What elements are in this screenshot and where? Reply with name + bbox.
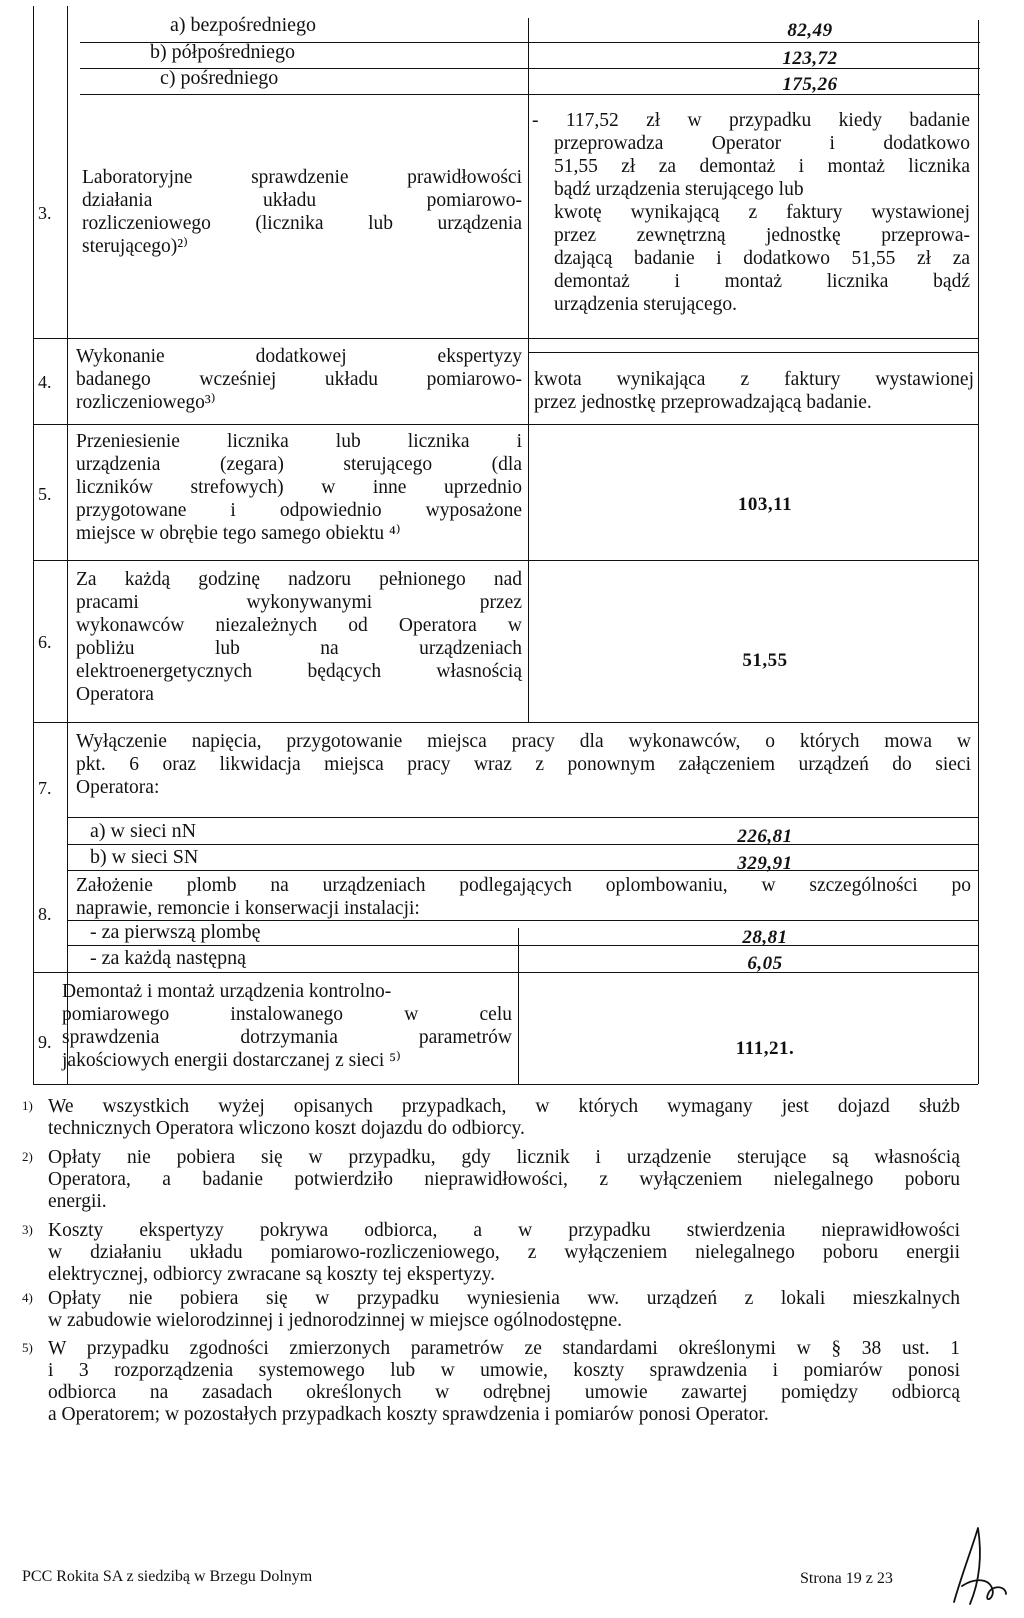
footer-company: PCC Rokita SA z siedzibą w Brzegu Dolnym [22,1568,313,1585]
row8-value-first: 28,81 [742,927,788,948]
footnote-line: odbiorca na zasadach określonych w odrębnej umowie zawartej pomiędzy odbiorcą [48,1382,960,1403]
row7-sub-nn-label: a) w sieci nN [90,820,197,842]
value-semi-direct: 123,72 [782,48,838,69]
footnote-5 [48,1338,960,1426]
row8-next-seal-label: - za każdą następną [90,947,247,969]
row3-fee-line: urządzenia sterującego. [554,294,737,315]
row3-fee [532,109,970,316]
row9-value: 111,21. [735,1038,795,1059]
footnote-line: a Operatorem; w pozostałych przypadkach koszty sprawdzenia i pomiarów ponosi Operator. [48,1404,769,1425]
row7-desc-line: pkt. 6 oraz likwidacja miejsca pracy wraz z ponownym załączeniem urządzeń do sieci [76,754,971,775]
row9-desc-line: pomiarowego instalowanego w celu [62,1004,512,1025]
row8-value-next: 6,05 [747,953,783,974]
row7-sub-sn-label: b) w sieci SN [90,846,199,868]
row7-value-sn: 329,91 [737,853,793,874]
row-number-7: 7. [38,778,52,798]
footnote-mark: 4) [22,1290,33,1305]
footnote-line: We wszystkich wyżej opisanych przypadkach, w których wymagany jest dojazd służb [48,1096,960,1117]
row4-fee [534,368,974,414]
row7-desc-line: Wyłączenie napięcia, przygotowanie miejsca pracy dla wykonawców, o których mowa w [76,731,971,752]
row-number-6: 6. [38,632,52,652]
footnote-line: i 3 rozporządzenia systemowego lub w umowie, koszty sprawdzenia i pomiarów ponosi [48,1360,960,1381]
footnote-line: elektrycznej, odbiorcy zwracane są koszty tej ekspertyzy. [48,1264,496,1285]
row3-desc-line: działania układu pomiarowo- [82,190,522,211]
footnote-line: W przypadku zgodności zmierzonych parametrów ze standardami określonymi w § 38 ust. 1 [48,1338,960,1359]
footnote-line: Operatora, a badanie potwierdziło nieprawidłowości, z wyłączeniem nielegalnego poboru [48,1169,960,1190]
footnote-mark: 3) [22,1222,33,1237]
subrow-semi-direct-label: b) półpośredniego [150,41,295,63]
row-number-5: 5. [38,484,52,504]
row5-desc-line: miejsce w obrębie tego samego obiektu ⁴⁾ [76,523,401,544]
row-number-8: 8. [38,904,52,924]
row6-desc-line: Za każdą godzinę nadzoru pełnionego nad [76,569,522,590]
row8-first-seal-label: - za pierwszą plombę [90,921,261,943]
subrow-direct-label: a) bezpośredniego [170,14,317,36]
row4-desc-line: Wykonanie dodatkowej ekspertyzy [76,346,522,367]
footnote-line: Opłaty nie pobiera się w przypadku, gdy licznik i urządzenie sterujące są własnością [48,1147,960,1168]
row8-desc-line: naprawie, remoncie i konserwacji instalacji: [76,898,420,919]
footer-page-number: Strona 19 z 23 [800,1570,893,1587]
row-number-3: 3. [38,203,52,223]
footnote-line: energii. [48,1191,107,1212]
row4-fee-line: przez jednostkę przeprowadzającą badanie. [534,392,872,413]
row3-desc-line: rozliczeniowego (licznika lub urządzenia [82,213,522,234]
footnote-1 [48,1096,960,1140]
footnote-2 [48,1147,960,1213]
row7-value-nn: 226,81 [737,826,793,847]
row4-desc-line: badanego wcześniej układu pomiarowo- [76,369,522,390]
signature-icon [948,1524,1012,1608]
footnote-4 [48,1288,960,1332]
row9-desc-line: sprawdzenia dotrzymania parametrów [62,1027,512,1048]
footnote-mark: 1) [22,1098,33,1113]
row3-desc-line: sterującego)²⁾ [82,236,188,257]
footnote-line: w zabudowie wielorodzinnej i jednorodzinnej w miejsce ogólnodostępne. [48,1310,623,1331]
row6-desc-line: pobliżu lub na urządzeniach [76,638,522,659]
row6-desc-line: Operatora [76,684,154,705]
row3-fee-line: 51,55 zł za demontaż i montaż licznika [554,156,970,177]
footnote-mark: 5) [22,1340,33,1355]
footnote-line: technicznych Operatora wliczono koszt dojazdu do odbiorcy. [48,1118,525,1139]
footnote-3 [48,1220,960,1286]
row5-value: 103,11 [737,494,793,515]
row5-description [76,430,522,545]
row5-desc-line: przygotowane i odpowiednio wyposażone [76,500,522,521]
row-number-9: 9. [38,1032,52,1052]
row3-fee-line: przez zewnętrzną jednostkę przeprowa- [554,225,970,246]
row7-description [76,730,971,799]
row4-fee-line: kwota wynikająca z faktury wystawionej [534,369,974,390]
row8-description [76,874,971,920]
row6-desc-line: pracami wykonywanymi przez [76,592,522,613]
row3-description [82,166,522,258]
row3-fee-line: bądź urządzenia sterującego lub [554,179,804,200]
footnote-mark: 2) [22,1149,33,1164]
row6-desc-line: elektroenergetycznych będących własnością [76,661,522,682]
row6-desc-line: wykonawców niezależnych od Operatora w [76,615,522,636]
row9-desc-line: jakościowych energii dostarczanej z sieci ⁵⁾ [62,1050,401,1071]
footnote-line: w działaniu układu pomiarowo-rozliczeniowego, z wyłączeniem nielegalnego poboru energii [48,1242,960,1263]
row7-desc-line: Operatora: [76,777,160,798]
row5-desc-line: urządzenia (zegara) sterującego (dla [76,454,522,475]
row3-fee-line: demontaż i montaż licznika bądź [554,271,970,292]
value-direct: 82,49 [787,20,833,41]
row5-desc-line: liczników strefowych) w inne uprzednio [76,477,522,498]
row3-fee-line: przeprowadza Operator i dodatkowo [554,133,970,154]
row4-description [76,345,522,414]
row3-fee-line: - 117,52 zł w przypadku kiedy badanie [532,110,970,131]
footnote-line: Opłaty nie pobiera się w przypadku wyniesienia ww. urządzeń z lokali mieszkalnych [48,1288,960,1309]
value-indirect: 175,26 [782,74,838,95]
row9-description [62,980,512,1072]
row5-desc-line: Przeniesienie licznika lub licznika i [76,431,522,452]
row4-desc-line: rozliczeniowego³⁾ [76,392,216,413]
row9-desc-line: Demontaż i montaż urządzenia kontrolno- [62,981,392,1002]
row8-desc-line: Założenie plomb na urządzeniach podlegających oplombowaniu, w szczególności po [76,875,971,896]
footnote-line: Koszty ekspertyzy pokrywa odbiorca, a w przypadku stwierdzenia nieprawidłowości [48,1220,960,1241]
row-number-4: 4. [38,372,52,392]
row3-fee-line: kwotę wynikającą z faktury wystawionej [554,202,970,223]
subrow-indirect-label: c) pośredniego [160,67,279,89]
row3-desc-line: Laboratoryjne sprawdzenie prawidłowości [82,167,522,188]
row6-description [76,568,522,706]
row6-value: 51,55 [742,650,788,671]
row3-fee-line: dzającą badanie i dodatkowo 51,55 zł za [554,248,970,269]
